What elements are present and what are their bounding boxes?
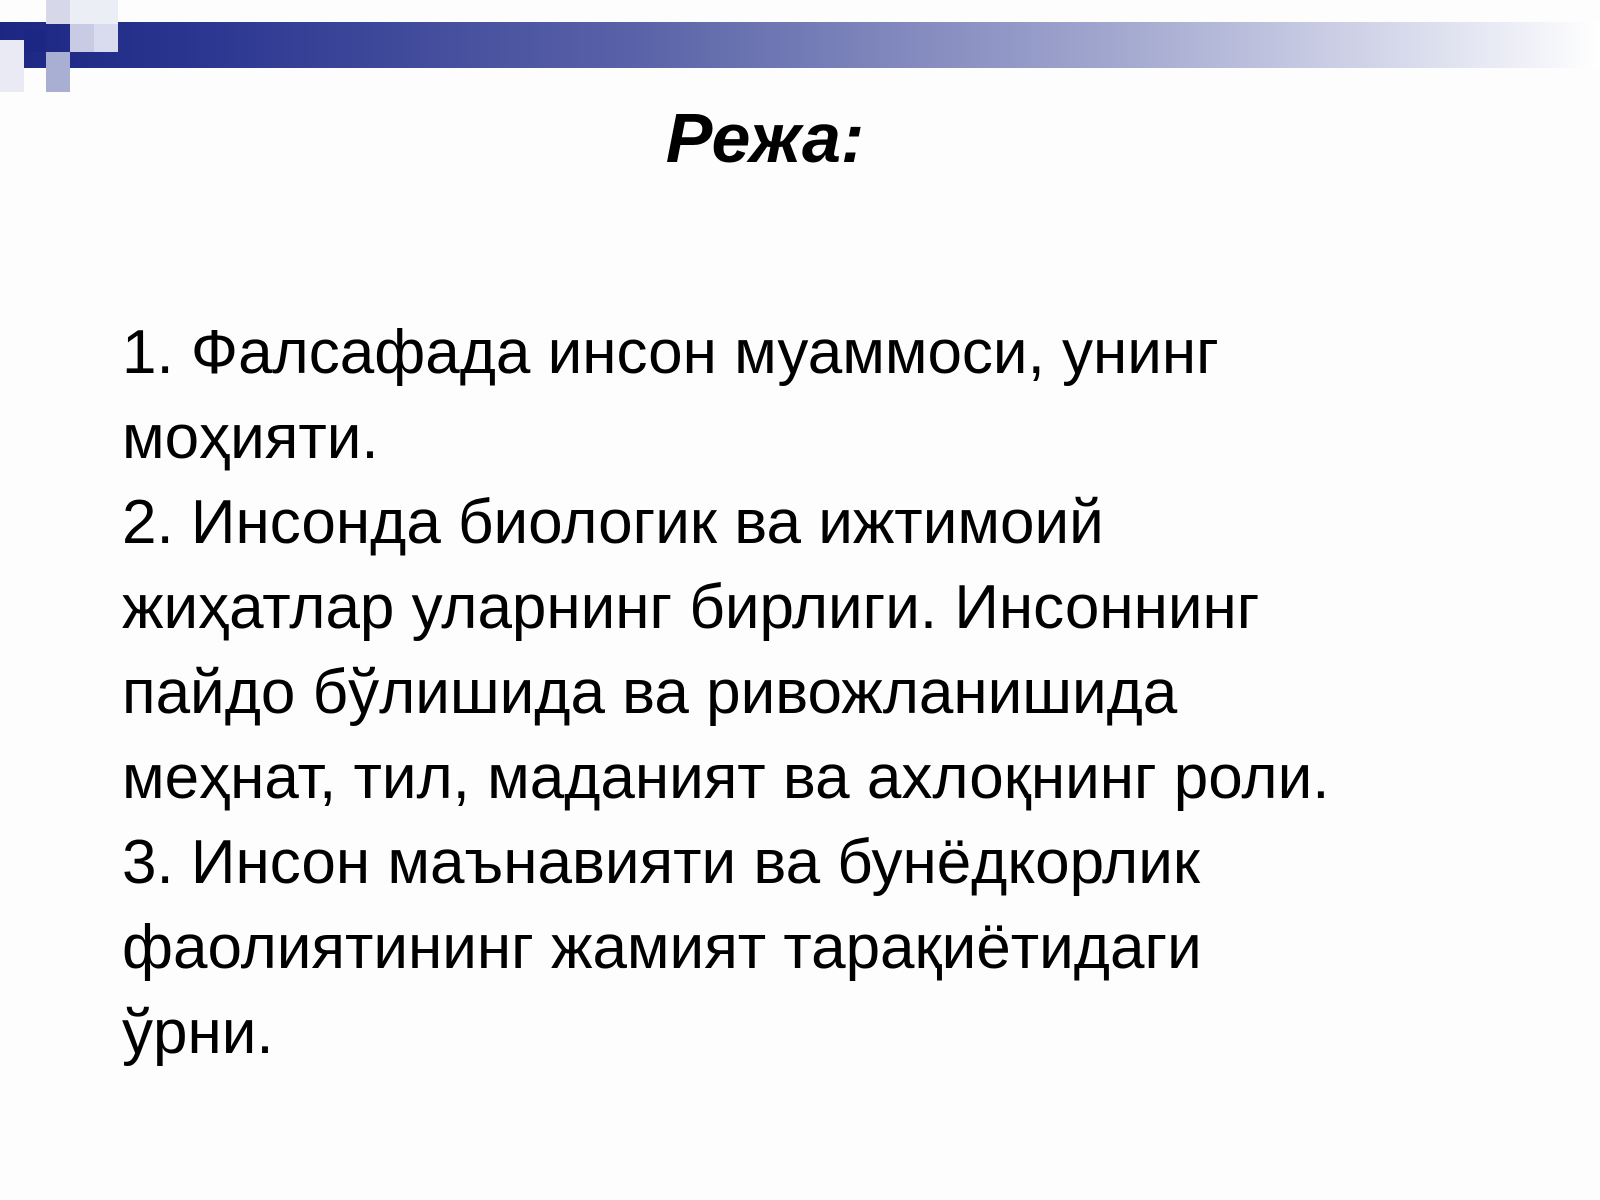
- plan-line: 1. Фалсафада инсон муаммоси, унинг: [122, 318, 1219, 387]
- decorative-square: [46, 0, 70, 24]
- decorative-square-accent: [24, 30, 46, 52]
- plan-list: [122, 310, 1562, 1075]
- decorative-square: [94, 24, 118, 52]
- plan-line: моҳияти.: [122, 403, 379, 472]
- plan-line: ўрни.: [122, 998, 274, 1067]
- plan-line: 3. Инсон маънавияти ва бунёдкорлик: [122, 828, 1200, 897]
- header-gradient-banner: [0, 22, 1600, 68]
- plan-line: жиҳатлар уларнинг бирлиги. Инсоннинг: [122, 573, 1260, 642]
- plan-line: фаолиятининг жамият тарақиётидаги: [122, 913, 1202, 982]
- decorative-square: [70, 0, 118, 24]
- plan-line: меҳнат, тил, маданият ва ахлоқнинг роли.: [122, 743, 1330, 812]
- decorative-square: [46, 52, 70, 92]
- plan-line: 2. Инсонда биологик ва ижтимоий: [122, 488, 1104, 557]
- decorative-square: [0, 40, 24, 92]
- slide-title: Режа:: [665, 99, 865, 177]
- plan-line: пайдо бўлишида ва ривожланишида: [122, 658, 1178, 727]
- decorative-square: [70, 24, 94, 52]
